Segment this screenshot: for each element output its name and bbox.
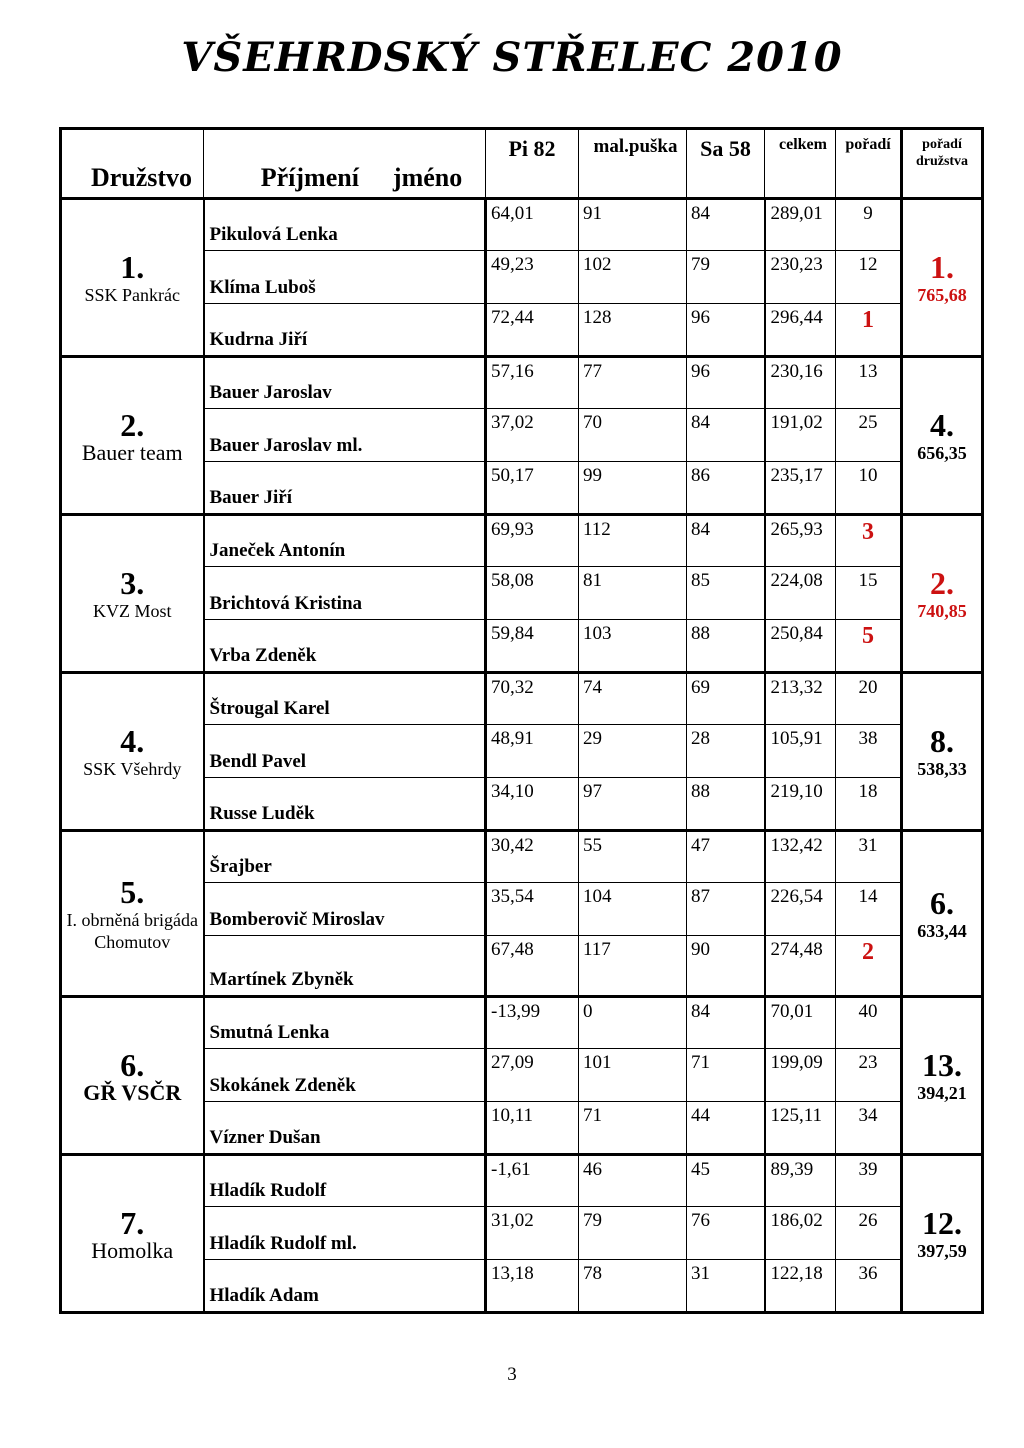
shooter-name: Šrajber xyxy=(204,831,486,883)
team-rank-cell xyxy=(902,831,983,997)
score-total: 296,44 xyxy=(765,304,836,357)
score-malpuska: 71 xyxy=(579,1102,687,1155)
team-rank: 2. xyxy=(930,564,954,601)
score-total: 274,48 xyxy=(765,936,836,997)
shooter-rank: 9 xyxy=(836,199,902,251)
score-total: 250,84 xyxy=(765,620,836,673)
score-sa58: 86 xyxy=(687,462,765,515)
score-total: 230,23 xyxy=(765,251,836,304)
team-points: 633,44 xyxy=(917,920,967,941)
score-total: 226,54 xyxy=(765,883,836,936)
score-malpuska: 55 xyxy=(579,831,687,883)
shooter-name: Hladík Adam xyxy=(204,1260,486,1313)
team-number: 2. xyxy=(120,406,145,443)
score-total: 230,16 xyxy=(765,357,836,409)
score-total: 132,42 xyxy=(765,831,836,883)
team-rank: 4. xyxy=(930,406,954,443)
score-pi82: 35,54 xyxy=(486,883,579,936)
team-cell xyxy=(61,997,204,1155)
header-pi82: Pi 82 xyxy=(486,129,579,199)
score-total: 219,10 xyxy=(765,778,836,831)
team-cell xyxy=(61,515,204,673)
score-malpuska: 103 xyxy=(579,620,687,673)
score-pi82: 50,17 xyxy=(486,462,579,515)
team-name: Bauer team xyxy=(81,439,183,465)
score-malpuska: 104 xyxy=(579,883,687,936)
score-pi82: 70,32 xyxy=(486,673,579,725)
team-number: 6. xyxy=(120,1046,145,1083)
score-pi82: 58,08 xyxy=(486,567,579,620)
score-pi82: 48,91 xyxy=(486,725,579,778)
score-malpuska: 97 xyxy=(579,778,687,831)
team-points: 394,21 xyxy=(917,1082,967,1103)
team-name: KVZ Most xyxy=(92,600,172,621)
shooter-name: Bauer Jaroslav xyxy=(204,357,486,409)
score-pi82: 31,02 xyxy=(486,1207,579,1260)
team-cell xyxy=(61,1155,204,1313)
team-points: 740,85 xyxy=(917,600,967,621)
team-points: 765,68 xyxy=(917,284,967,305)
score-malpuska: 117 xyxy=(579,936,687,997)
shooter-rank: 26 xyxy=(836,1207,902,1260)
score-malpuska: 81 xyxy=(579,567,687,620)
score-total: 186,02 xyxy=(765,1207,836,1260)
results-body xyxy=(61,199,983,1313)
header-rank: pořadí xyxy=(836,129,902,199)
score-pi82: 59,84 xyxy=(486,620,579,673)
score-malpuska: 78 xyxy=(579,1260,687,1313)
shooter-rank: 25 xyxy=(836,409,902,462)
page-number: 3 xyxy=(507,1364,517,1385)
score-pi82: 13,18 xyxy=(486,1260,579,1313)
score-sa58: 84 xyxy=(687,199,765,251)
score-sa58: 69 xyxy=(687,673,765,725)
score-total: 213,32 xyxy=(765,673,836,725)
table-row xyxy=(61,515,983,567)
header-total: celkem xyxy=(765,129,836,199)
score-malpuska: 102 xyxy=(579,251,687,304)
header-sa58: Sa 58 xyxy=(687,129,765,199)
team-points: 538,33 xyxy=(917,758,967,779)
score-malpuska: 0 xyxy=(579,997,687,1049)
score-total: 105,91 xyxy=(765,725,836,778)
shooter-name: Brichtová Kristina xyxy=(204,567,486,620)
shooter-name: Pikulová Lenka xyxy=(204,199,486,251)
shooter-rank: 10 xyxy=(836,462,902,515)
shooter-name: Klíma Luboš xyxy=(204,251,486,304)
team-name: SSK Pankrác xyxy=(84,284,180,305)
score-sa58: 45 xyxy=(687,1155,765,1207)
score-malpuska: 101 xyxy=(579,1049,687,1102)
score-sa58: 85 xyxy=(687,567,765,620)
score-pi82: 72,44 xyxy=(486,304,579,357)
score-sa58: 90 xyxy=(687,936,765,997)
score-malpuska: 79 xyxy=(579,1207,687,1260)
team-number: 7. xyxy=(120,1204,145,1241)
team-number: 3. xyxy=(120,564,145,601)
team-rank-cell xyxy=(902,357,983,515)
team-rank: 1. xyxy=(930,248,954,285)
score-sa58: 28 xyxy=(687,725,765,778)
team-rank-cell xyxy=(902,997,983,1155)
shooter-name: Štrougal Karel xyxy=(204,673,486,725)
shooter-name: Hladík Rudolf ml. xyxy=(204,1207,486,1260)
team-rank: 13. xyxy=(922,1046,962,1083)
score-malpuska: 70 xyxy=(579,409,687,462)
score-malpuska: 77 xyxy=(579,357,687,409)
score-malpuska: 128 xyxy=(579,304,687,357)
table-row xyxy=(61,997,983,1049)
score-malpuska: 74 xyxy=(579,673,687,725)
team-points: 656,35 xyxy=(917,442,967,463)
shooter-rank: 2 xyxy=(836,936,902,997)
shooter-rank: 38 xyxy=(836,725,902,778)
shooter-rank: 15 xyxy=(836,567,902,620)
shooter-rank: 3 xyxy=(836,515,902,567)
score-sa58: 84 xyxy=(687,997,765,1049)
team-points: 397,59 xyxy=(917,1240,967,1261)
score-pi82: 49,23 xyxy=(486,251,579,304)
score-sa58: 84 xyxy=(687,515,765,567)
shooter-rank: 31 xyxy=(836,831,902,883)
score-pi82: 27,09 xyxy=(486,1049,579,1102)
shooter-name: Bauer Jiří xyxy=(204,462,486,515)
team-rank-cell xyxy=(902,199,983,357)
shooter-name: Smutná Lenka xyxy=(204,997,486,1049)
score-pi82: 34,10 xyxy=(486,778,579,831)
page-title: VŠEHRDSKÝ STŘELEC 2010 xyxy=(181,34,843,81)
score-sa58: 31 xyxy=(687,1260,765,1313)
score-sa58: 88 xyxy=(687,620,765,673)
team-rank-cell xyxy=(902,515,983,673)
team-rank: 12. xyxy=(922,1204,962,1241)
header-malpuska: mal.puška xyxy=(579,129,687,199)
shooter-rank: 5 xyxy=(836,620,902,673)
table-row xyxy=(61,199,983,251)
score-total: 265,93 xyxy=(765,515,836,567)
score-sa58: 87 xyxy=(687,883,765,936)
score-malpuska: 46 xyxy=(579,1155,687,1207)
header-firstname: jméno xyxy=(392,163,463,192)
header-team-rank: pořadí družstva xyxy=(902,129,983,199)
shooter-rank: 12 xyxy=(836,251,902,304)
score-sa58: 88 xyxy=(687,778,765,831)
score-pi82: 30,42 xyxy=(486,831,579,883)
score-total: 289,01 xyxy=(765,199,836,251)
shooter-rank: 34 xyxy=(836,1102,902,1155)
score-total: 70,01 xyxy=(765,997,836,1049)
shooter-name: Kudrna Jiří xyxy=(204,304,486,357)
score-sa58: 76 xyxy=(687,1207,765,1260)
shooter-rank: 39 xyxy=(836,1155,902,1207)
shooter-rank: 23 xyxy=(836,1049,902,1102)
shooter-rank: 20 xyxy=(836,673,902,725)
shooter-name: Janeček Antonín xyxy=(204,515,486,567)
score-sa58: 96 xyxy=(687,357,765,409)
shooter-name: Bendl Pavel xyxy=(204,725,486,778)
team-rank: 6. xyxy=(930,884,954,921)
team-number: 5. xyxy=(120,873,145,910)
score-sa58: 47 xyxy=(687,831,765,883)
team-name: GŘ VSČR xyxy=(83,1079,182,1105)
team-cell xyxy=(61,673,204,831)
score-pi82: 37,02 xyxy=(486,409,579,462)
shooter-rank: 36 xyxy=(836,1260,902,1313)
score-sa58: 44 xyxy=(687,1102,765,1155)
score-malpuska: 99 xyxy=(579,462,687,515)
score-pi82: 69,93 xyxy=(486,515,579,567)
score-sa58: 71 xyxy=(687,1049,765,1102)
team-rank-cell xyxy=(902,673,983,831)
header-surname: Příjmení xyxy=(260,163,359,192)
header-name xyxy=(204,129,486,199)
shooter-rank: 1 xyxy=(836,304,902,357)
shooter-name: Skokánek Zdeněk xyxy=(204,1049,486,1102)
score-sa58: 84 xyxy=(687,409,765,462)
team-rank-cell xyxy=(902,1155,983,1313)
shooter-rank: 13 xyxy=(836,357,902,409)
shooter-rank: 40 xyxy=(836,997,902,1049)
score-malpuska: 112 xyxy=(579,515,687,567)
shooter-name: Hladík Rudolf xyxy=(204,1155,486,1207)
score-sa58: 79 xyxy=(687,251,765,304)
shooter-name: Bauer Jaroslav ml. xyxy=(204,409,486,462)
score-pi82: -13,99 xyxy=(486,997,579,1049)
shooter-rank: 14 xyxy=(836,883,902,936)
team-cell xyxy=(61,831,204,997)
team-number: 4. xyxy=(120,722,145,759)
score-total: 199,09 xyxy=(765,1049,836,1102)
shooter-name: Bomberovič Miroslav xyxy=(204,883,486,936)
score-pi82: 10,11 xyxy=(486,1102,579,1155)
table-row xyxy=(61,673,983,725)
header-row xyxy=(61,129,983,199)
shooter-name: Vízner Dušan xyxy=(204,1102,486,1155)
score-pi82: 64,01 xyxy=(486,199,579,251)
team-rank: 8. xyxy=(930,722,954,759)
shooter-rank: 18 xyxy=(836,778,902,831)
score-total: 191,02 xyxy=(765,409,836,462)
score-total: 89,39 xyxy=(765,1155,836,1207)
score-total: 224,08 xyxy=(765,567,836,620)
score-total: 235,17 xyxy=(765,462,836,515)
shooter-name: Vrba Zdeněk xyxy=(204,620,486,673)
header-team: Družstvo xyxy=(61,129,204,199)
team-cell xyxy=(61,199,204,357)
score-malpuska: 91 xyxy=(579,199,687,251)
team-name: Homolka xyxy=(91,1237,174,1263)
score-pi82: -1,61 xyxy=(486,1155,579,1207)
score-total: 122,18 xyxy=(765,1260,836,1313)
team-number: 1. xyxy=(120,248,145,285)
team-name: I. obrněná brigáda Chomutov xyxy=(66,909,198,952)
table-row xyxy=(61,1155,983,1207)
score-malpuska: 29 xyxy=(579,725,687,778)
team-cell xyxy=(61,357,204,515)
score-pi82: 67,48 xyxy=(486,936,579,997)
score-pi82: 57,16 xyxy=(486,357,579,409)
table-row xyxy=(61,831,983,883)
results-table xyxy=(59,127,984,1314)
score-sa58: 96 xyxy=(687,304,765,357)
shooter-name: Martínek Zbyněk xyxy=(204,936,486,997)
shooter-name: Russe Luděk xyxy=(204,778,486,831)
team-name: SSK Všehrdy xyxy=(83,758,182,779)
score-total: 125,11 xyxy=(765,1102,836,1155)
table-row xyxy=(61,357,983,409)
